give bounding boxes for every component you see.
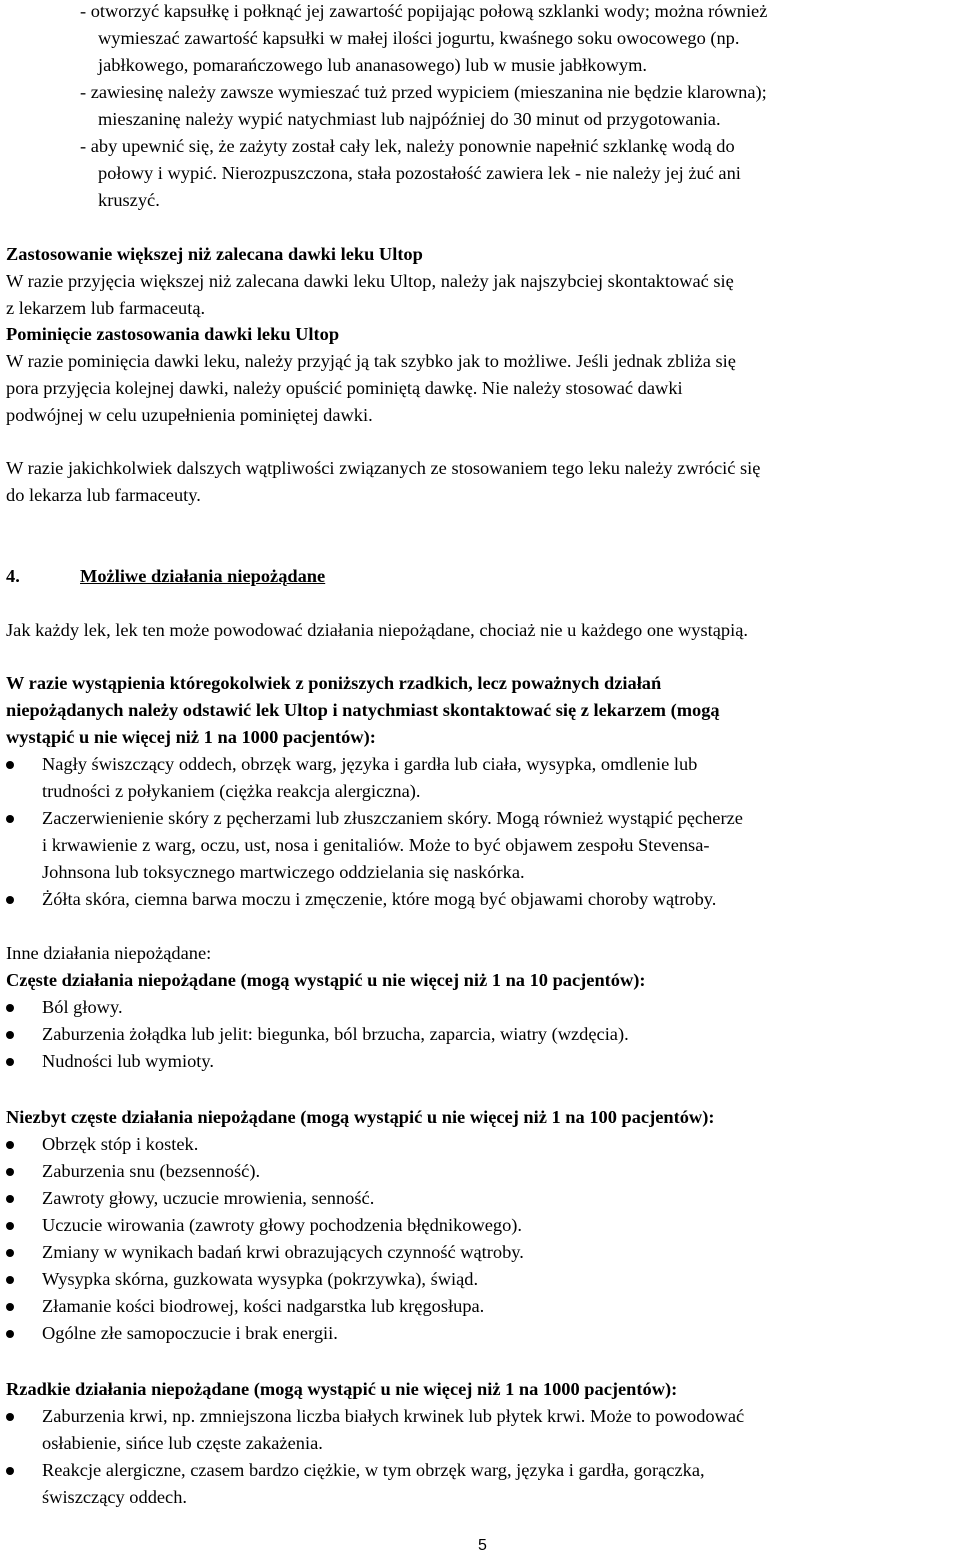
missed-dose-text: W razie pominięcia dawki leku, należy przyjąć ją tak szybko jak to możliwe. Jeśli jednak zbliża się xyxy=(6,351,736,371)
list-item: Wysypka skórna, guzkowata wysypka (pokrzywka), świąd. xyxy=(42,1269,479,1289)
intake-line: mieszaninę należy wypić natychmiast lub najpóźniej do 30 minut od przygotowania. xyxy=(98,109,721,129)
bullet-icon xyxy=(6,761,14,769)
list-item: Zmiany w wynikach badań krwi obrazujących czynność wątroby. xyxy=(42,1242,524,1262)
bullet-icon xyxy=(6,1195,14,1203)
serious-warning: niepożądanych należy odstawić lek Ultop i natychmiast skontaktować się z lekarzem (mogą xyxy=(6,700,720,720)
list-item: Żółta skóra, ciemna barwa moczu i zmęczenie, które mogą być objawami choroby wątroby. xyxy=(42,889,717,909)
intake-line: połowy i wypić. Nierozpuszczona, stała pozostałość zawiera lek - nie należy jej żuć ani xyxy=(98,163,741,183)
intake-line: wymieszać zawartość kapsułki w małej ilości jogurtu, kwaśnego soku owocowego (np. xyxy=(98,28,740,48)
doubts-text: do lekarza lub farmaceuty. xyxy=(6,485,201,505)
bullet-icon xyxy=(6,1031,14,1039)
bullet-icon xyxy=(6,1467,14,1475)
bullet-icon xyxy=(6,1249,14,1257)
intake-line: jabłkowego, pomarańczowego lub ananasowego) lub w musie jabłkowym. xyxy=(98,55,648,75)
list-item: Nudności lub wymioty. xyxy=(42,1051,214,1071)
list-item: Ból głowy. xyxy=(42,997,123,1017)
list-item: trudności z połykaniem (ciężka reakcja alergiczna). xyxy=(42,781,421,801)
serious-warning: W razie wystąpienia któregokolwiek z poniższych rzadkich, lecz poważnych działań xyxy=(6,673,662,693)
bullet-icon xyxy=(6,1413,14,1421)
bullet-icon xyxy=(6,1222,14,1230)
bullet-icon xyxy=(6,1168,14,1176)
list-item: Ogólne złe samopoczucie i brak energii. xyxy=(42,1323,338,1343)
intake-line: - zawiesinę należy zawsze wymieszać tuż przed wypiciem (mieszanina nie będzie klarowna); xyxy=(80,82,767,102)
missed-dose-heading: Pominięcie zastosowania dawki leku Ultop xyxy=(6,324,340,344)
other-effects-label: Inne działania niepożądane: xyxy=(6,943,212,963)
bullet-icon xyxy=(6,1058,14,1066)
list-item: Zawroty głowy, uczucie mrowienia, senność. xyxy=(42,1188,375,1208)
bullet-icon xyxy=(6,896,14,904)
section-number: 4. xyxy=(6,566,20,586)
list-item: osłabienie, sińce lub częste zakażenia. xyxy=(42,1433,323,1453)
rare-heading: Rzadkie działania niepożądane (mogą wystąpić u nie więcej niż 1 na 1000 pacjentów): xyxy=(6,1379,678,1399)
intake-line: kruszyć. xyxy=(98,190,160,210)
bullet-icon xyxy=(6,1276,14,1284)
list-item: Nagły świszczący oddech, obrzęk warg, języka i gardła lub ciała, wysypka, omdlenie lub xyxy=(42,754,698,774)
overdose-text: z lekarzem lub farmaceutą. xyxy=(6,298,206,318)
list-item: Zaburzenia snu (bezsenność). xyxy=(42,1161,261,1181)
doubts-text: W razie jakichkolwiek dalszych wątpliwości związanych ze stosowaniem tego leku należy zwrócić się xyxy=(6,458,761,478)
uncommon-heading: Niezbyt częste działania niepożądane (mogą wystąpić u nie więcej niż 1 na 100 pacjentów): xyxy=(6,1107,715,1127)
list-item: świszczący oddech. xyxy=(42,1487,188,1507)
intake-line: - otworzyć kapsułkę i połknąć jej zawartość popijając połową szklanki wody; można również xyxy=(80,1,768,21)
page-number: 5 xyxy=(478,1537,487,1554)
bullet-icon xyxy=(6,1303,14,1311)
overdose-heading: Zastosowanie większej niż zalecana dawki leku Ultop xyxy=(6,244,423,264)
missed-dose-text: pora przyjęcia kolejnej dawki, należy opuścić pominiętą dawkę. Nie należy stosować dawki xyxy=(6,378,683,398)
list-item: Uczucie wirowania (zawroty głowy pochodzenia błędnikowego). xyxy=(42,1215,523,1235)
section-intro: Jak każdy lek, lek ten może powodować działania niepożądane, chociaż nie u każdego one wystąpią. xyxy=(6,620,748,640)
intake-line: - aby upewnić się, że zażyty został cały lek, należy ponownie napełnić szklankę wodą do xyxy=(80,136,735,156)
list-item: Obrzęk stóp i kostek. xyxy=(42,1134,199,1154)
bullet-icon xyxy=(6,1330,14,1338)
list-item: i krwawienie z warg, oczu, ust, nosa i genitaliów. Może to być objawem zespołu Stevensa- xyxy=(42,835,710,855)
list-item: Johnsona lub toksycznego martwiczego oddzielania się naskórka. xyxy=(42,862,525,882)
list-item: Zaburzenia żołądka lub jelit: biegunka, ból brzucha, zaparcia, wiatry (wzdęcia). xyxy=(42,1024,629,1044)
bullet-icon xyxy=(6,1004,14,1012)
bullet-icon xyxy=(6,1141,14,1149)
list-item: Reakcje alergiczne, czasem bardzo ciężkie, w tym obrzęk warg, języka i gardła, gorączka, xyxy=(42,1460,705,1480)
serious-warning: wystąpić u nie więcej niż 1 na 1000 pacjentów): xyxy=(6,727,376,747)
bullet-icon xyxy=(6,815,14,823)
list-item: Zaburzenia krwi, np. zmniejszona liczba białych krwinek lub płytek krwi. Może to powodować xyxy=(42,1406,745,1426)
list-item: Złamanie kości biodrowej, kości nadgarstka lub kręgosłupa. xyxy=(42,1296,485,1316)
missed-dose-text: podwójnej w celu uzupełnienia pominiętej dawki. xyxy=(6,405,373,425)
list-item: Zaczerwienienie skóry z pęcherzami lub złuszczaniem skóry. Mogą również wystąpić pęcherze xyxy=(42,808,743,828)
overdose-text: W razie przyjęcia większej niż zalecana dawki leku Ultop, należy jak najszybciej skontaktować się xyxy=(6,271,734,291)
section-title: Możliwe działania niepożądane xyxy=(80,566,326,586)
common-heading: Częste działania niepożądane (mogą wystąpić u nie więcej niż 1 na 10 pacjentów): xyxy=(6,970,646,990)
